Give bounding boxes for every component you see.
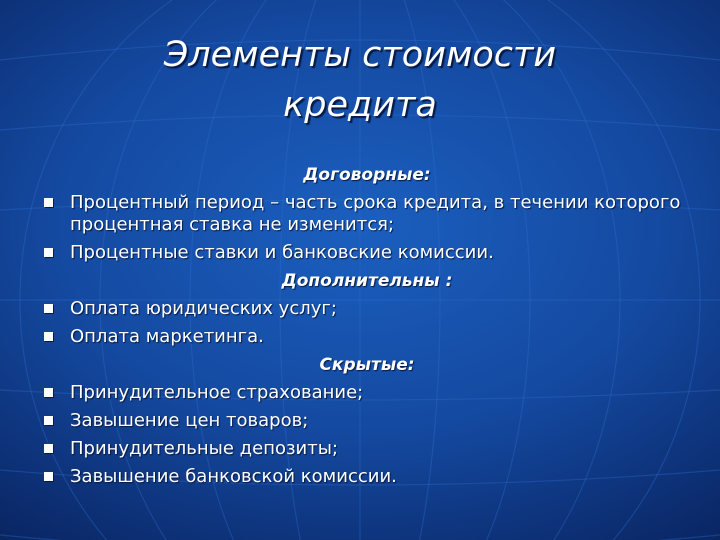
list-item xyxy=(42,192,692,236)
list-item xyxy=(42,410,692,432)
list-item-text: Оплата маркетинга. xyxy=(70,326,264,347)
square-bullet-icon xyxy=(44,248,53,257)
list-item xyxy=(42,438,692,460)
title-line-1: Элементы стоимости xyxy=(163,35,557,75)
square-bullet-icon xyxy=(44,444,53,453)
slide-body xyxy=(42,164,692,494)
square-bullet-icon xyxy=(44,332,53,341)
square-bullet-icon xyxy=(44,304,53,313)
list-item-text: Процентные ставки и банковские комиссии. xyxy=(70,242,494,263)
title-line-2: кредита xyxy=(283,85,437,125)
list-item-text: Завышение цен товаров; xyxy=(70,410,309,431)
list-item xyxy=(42,298,692,320)
section-heading-additional: Дополнительны : xyxy=(281,271,453,291)
list-item-text: Принудительные депозиты; xyxy=(70,438,339,459)
list-item-text: Завышение банковской комиссии. xyxy=(70,466,397,487)
square-bullet-icon xyxy=(44,388,53,397)
list-item xyxy=(42,466,692,488)
section-heading-contractual: Договорные: xyxy=(303,165,431,185)
square-bullet-icon xyxy=(44,198,53,207)
square-bullet-icon xyxy=(44,416,53,425)
list-item-text: Принудительное страхование; xyxy=(70,382,364,403)
square-bullet-icon xyxy=(44,472,53,481)
list-item-text: Процентный период – часть срока кредита, в течении которого процентная ставка не изменится; xyxy=(70,192,681,235)
slide-title xyxy=(60,30,660,130)
section-heading-hidden: Скрытые: xyxy=(319,355,415,375)
list-item xyxy=(42,242,692,264)
list-item xyxy=(42,326,692,348)
list-item xyxy=(42,382,692,404)
list-item-text: Оплата юридических услуг; xyxy=(70,298,337,319)
